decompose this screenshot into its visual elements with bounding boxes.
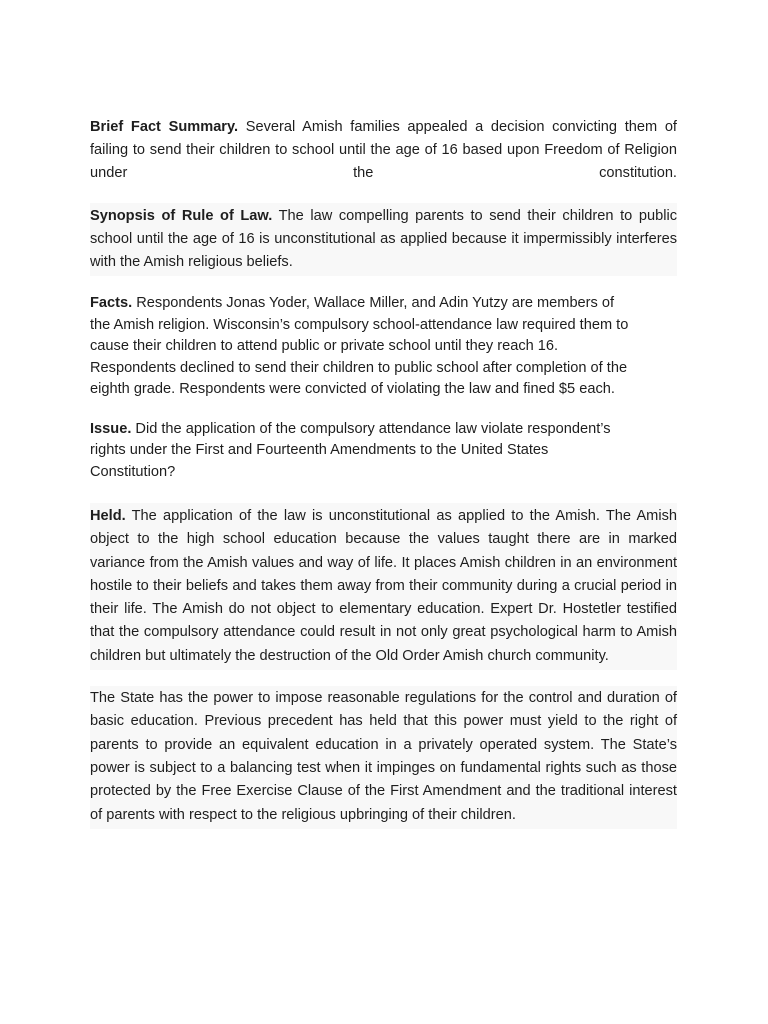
issue-line bbox=[90, 419, 677, 441]
document-page bbox=[90, 114, 677, 829]
facts-heading: Facts. bbox=[90, 295, 133, 311]
synopsis-text: The law compelling parents to send their children to public school until the age of 16 is unconstitutional as applied because it impermissibly interferes with the Amish religious beliefs. bbox=[90, 208, 677, 270]
brief-fact-summary-heading: Brief Fact Summary. bbox=[90, 119, 239, 135]
facts-text: Respondents Jonas Yoder, Wallace Miller, and Adin Yutzy are members of bbox=[132, 295, 615, 311]
synopsis-paragraph bbox=[90, 203, 677, 276]
state-power-text: The State has the power to impose reasonable regulations for the control and duration of basic education. Previous precedent has held that this power must yield to the right of parents to provide an equivalent education in a privately operated system. The State’s power is subject to a balancing test when it impinges on fundamental rights such as those protected by the Free Exercise Clause of the First Amendment and the traditional interest of parents with respect to the religious upbringing of their children. bbox=[90, 690, 677, 823]
held-heading: Held. bbox=[90, 508, 126, 524]
facts-line: Respondents declined to send their children to public school after completion of the bbox=[90, 359, 628, 376]
facts-line: eighth grade. Respondents were convicted of violating the law and fined $5 each. bbox=[90, 381, 615, 397]
held-text: The application of the law is unconstitutional as applied to the Amish. The Amish object to the high school education because the values taught there are in marked variance from the Amish values and way of life. It places Amish children in an environment hostile to their beliefs and takes them away from their community during a crucial period in their life. The Amish do not object to elementary education. Expert Dr. Hostetler testified that the compulsory attendance could result in not only great psychological harm to Amish children but ultimately the destruction of the Old Order Amish church community. bbox=[90, 508, 677, 664]
facts-line: cause their children to attend public or private school until they reach 16. bbox=[90, 338, 559, 354]
brief-fact-summary-paragraph bbox=[90, 114, 677, 185]
synopsis-heading: Synopsis of Rule of Law. bbox=[90, 208, 273, 224]
issue-paragraph bbox=[90, 419, 677, 484]
brief-fact-summary-text: Several Amish families appealed a decision convicting them of failing to send their children to school until the age of 16 based upon Freedom of Religion under the constitution. bbox=[90, 119, 677, 181]
facts-line: the Amish religion. Wisconsin’s compulsory school-attendance law required them to bbox=[90, 316, 629, 333]
issue-line: rights under the First and Fourteenth Amendments to the United States bbox=[90, 442, 549, 458]
held-paragraph bbox=[90, 503, 677, 670]
facts-line bbox=[90, 293, 677, 315]
facts-paragraph bbox=[90, 293, 677, 401]
state-power-paragraph bbox=[90, 686, 677, 829]
issue-heading: Issue. bbox=[90, 420, 132, 437]
issue-line: Constitution? bbox=[90, 463, 176, 480]
issue-text: Did the application of the compulsory attendance law violate respondent’s bbox=[131, 420, 611, 437]
